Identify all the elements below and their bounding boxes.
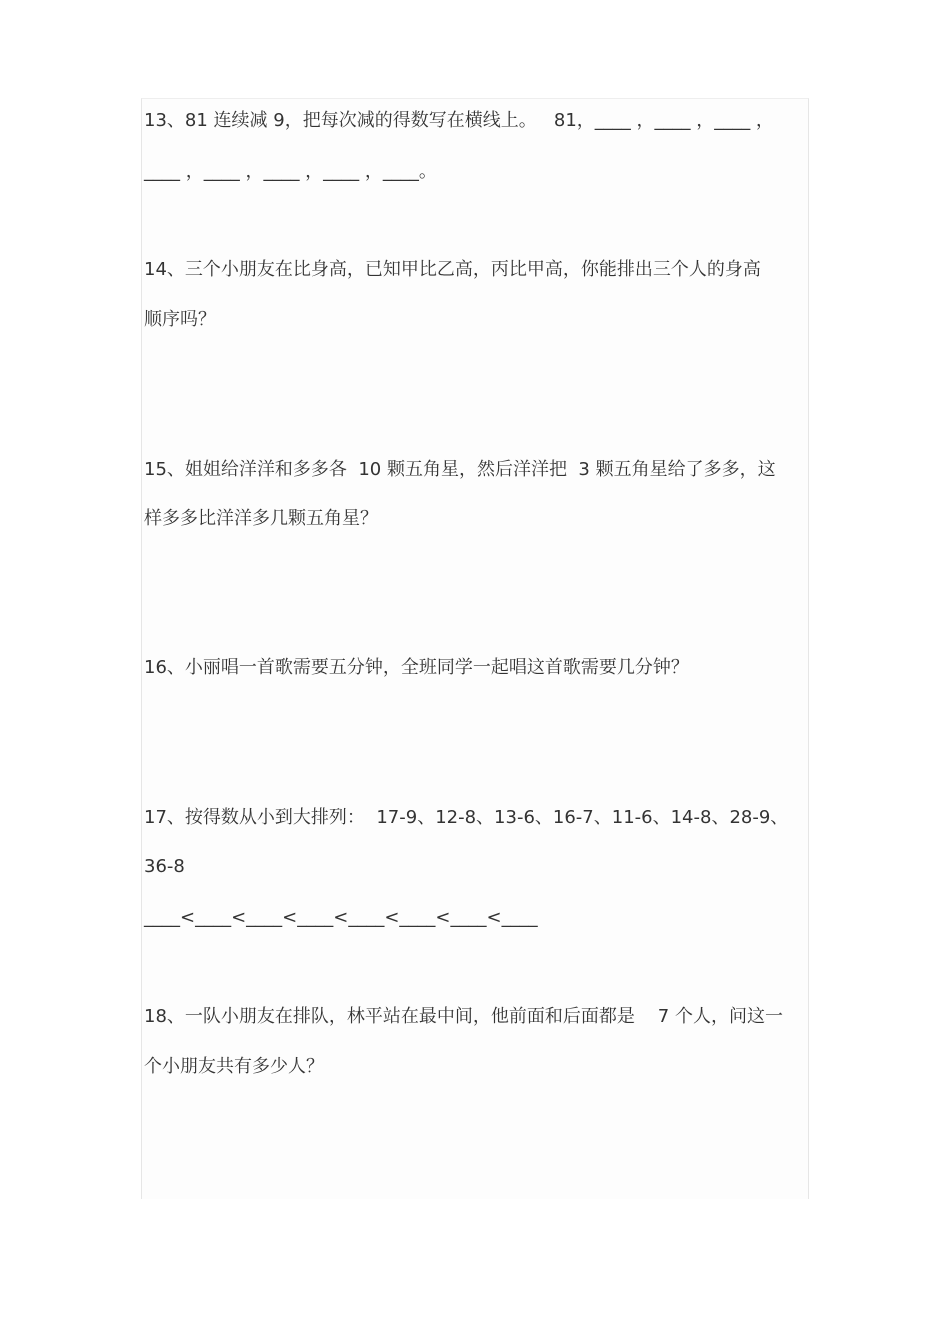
question-15-line-2: 样多多比洋洋多几颗五角星？: [144, 508, 378, 529]
question-13-line-2: ____ ，____ ，____ ，____ ，____。: [144, 161, 437, 182]
question-17-line-1: 17、按得数从小到大排列： 17-9、12-8、13-6、16-7、11-6、14-8、28-9、: [144, 807, 789, 828]
question-17-answer-blanks: ____<____<____<____<____<____<____<____: [144, 907, 538, 928]
question-18-line-2: 个小朋友共有多少人？: [144, 1056, 324, 1077]
question-14-line-2: 顺序吗？: [144, 309, 216, 330]
question-18-line-1: 18、一队小朋友在排队，林平站在最中间，他前面和后面都是 7 个人，问这一: [144, 1006, 783, 1027]
question-17-line-2: 36-8: [144, 856, 185, 877]
question-15-line-1: 15、姐姐给洋洋和多多各 10 颗五角星，然后洋洋把 3 颗五角星给了多多，这: [144, 459, 776, 480]
question-16-line-1: 16、小丽唱一首歌需要五分钟，全班同学一起唱这首歌需要几分钟？: [144, 657, 689, 678]
question-13-line-1: 13、81 连续减 9，把每次减的得数写在横线上。 81，____ ，____ ，____ ，: [144, 110, 774, 131]
question-14-line-1: 14、三个小朋友在比身高，已知甲比乙高，丙比甲高，你能排出三个人的身高: [144, 259, 761, 280]
